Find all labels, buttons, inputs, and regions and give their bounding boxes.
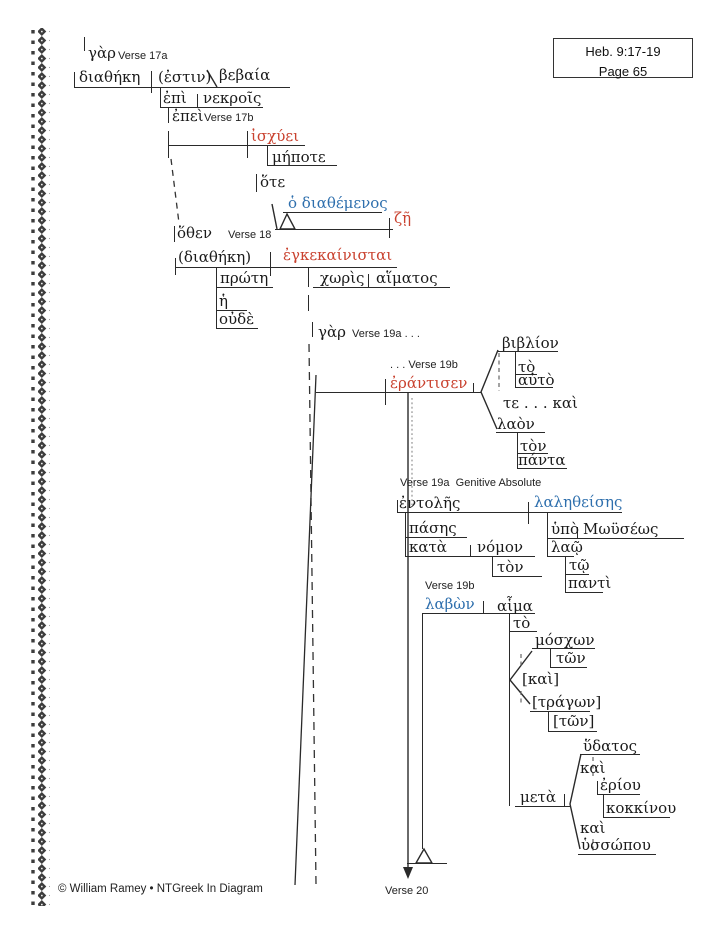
divider-subject-19b <box>385 379 386 405</box>
word-pases: πάσης <box>409 519 457 537</box>
line-ho-diathemenos <box>283 212 382 213</box>
label-verse-20: Verse 20 <box>385 885 429 897</box>
reference-passage: Heb. 9:17-19 <box>585 44 661 59</box>
pedestal-triangle-labon <box>416 849 432 863</box>
word-choris: χωρὶς <box>320 269 365 287</box>
label-verse-18: Verse 18 <box>228 229 272 241</box>
word-ischuei: ἰσχύει <box>251 127 299 145</box>
line-base-19b <box>316 392 481 393</box>
word-prote: πρώτη <box>220 269 269 287</box>
word-nomon: νόμον <box>477 538 524 556</box>
line-kata-nomon <box>405 556 535 557</box>
conn-choris <box>308 267 309 287</box>
label-verse-19b: Verse 19b <box>425 580 475 592</box>
word-gar-17a: γὰρ <box>88 44 116 62</box>
word-to-1: τὸ <box>518 358 536 376</box>
line-prote <box>216 287 273 288</box>
word-hussopou: ὑσσώπου <box>581 836 651 854</box>
word-to-2: τῷ <box>569 556 590 574</box>
label-verse-17b: Verse 17b <box>204 112 254 124</box>
conn-epi <box>160 87 161 107</box>
word-ze: ζῇ <box>394 209 412 227</box>
word-laletheises: λαληθείσης <box>534 493 623 511</box>
line-kokkinou <box>603 817 670 818</box>
word-ton-1: τὸν <box>520 437 547 455</box>
word-panti: παντὶ <box>568 574 612 592</box>
bracket-laletheises-mods <box>547 512 548 556</box>
word-kokkinou: κοκκίνου <box>606 799 677 817</box>
pedestal-triangle-diathemenos <box>280 214 295 229</box>
label-verse-19b-pre: . . . Verse 19b <box>390 359 458 371</box>
word-eriou: ἐρίου <box>600 776 641 794</box>
word-hudatos: ὕδατος <box>583 737 638 755</box>
riser-genitive-absolute <box>397 500 398 513</box>
label-verse-19a: Verse 19a . . . <box>352 328 420 340</box>
word-hothen: ὅθεν <box>177 224 212 242</box>
divider-meta <box>564 794 565 806</box>
label-verse-17a: Verse 17a <box>118 50 168 62</box>
bracket-entoles-mods <box>405 512 406 557</box>
border-diamond-chain <box>38 28 50 906</box>
word-to-3: τὸ <box>513 614 531 632</box>
line-ton-2 <box>492 576 542 577</box>
divider-epi-nekrois <box>197 94 198 107</box>
tick-hothen <box>174 226 175 242</box>
conn-kokkinou <box>603 794 604 817</box>
tick-eriou <box>597 781 598 794</box>
line-hote-clause <box>275 229 393 230</box>
conn-ton-4 <box>548 711 549 731</box>
word-haima: αἷμα <box>497 597 533 615</box>
word-epi: ἐπὶ <box>163 89 187 107</box>
label-genitive-absolute: Verse 19a Genitive Absolute <box>400 477 542 489</box>
word-nekrois: νεκροῖς <box>203 89 262 107</box>
word-lao: λαῷ <box>551 538 583 556</box>
conn-mepote <box>267 145 268 165</box>
bracket-biblion-mods <box>515 351 516 387</box>
line-ton-3 <box>550 667 587 668</box>
divider-labon-haima <box>483 601 484 613</box>
word-moschon: μόσχων <box>535 631 595 649</box>
divider-subject-17b <box>247 131 248 158</box>
hote-pedestal-slant <box>272 204 277 229</box>
word-diatheke: διαθήκη <box>79 68 141 86</box>
reference-page: Page 65 <box>598 63 648 79</box>
word-oude: οὐδὲ <box>219 310 255 328</box>
word-kai-bracketed: [καὶ] <box>522 670 560 688</box>
word-ton-2: τὸν <box>497 558 524 576</box>
word-ton-4: [τῶν] <box>553 712 595 730</box>
word-hote: ὅτε <box>260 173 286 191</box>
conn-gar-19a <box>308 295 309 311</box>
divider-object-19b <box>473 383 474 393</box>
line-pedestal-base <box>407 863 447 864</box>
tick-epei <box>168 107 169 123</box>
line-base-17b <box>168 145 305 146</box>
tick-gar-17a <box>84 37 85 51</box>
word-laon: λαὸν <box>497 415 535 433</box>
word-mouseos: Μωϋσέως <box>583 520 659 538</box>
reference-box <box>553 38 693 78</box>
divider-subject-18 <box>270 252 271 276</box>
line-panti <box>565 592 603 593</box>
divider-genitive-absolute <box>528 502 529 524</box>
word-biblion: βιβλίον <box>502 334 559 352</box>
word-ton-3: τῶν <box>556 649 586 667</box>
word-auto: αὐτὸ <box>518 371 555 389</box>
word-he: ἡ <box>219 292 228 310</box>
riser-base-18 <box>175 258 176 275</box>
word-te-kai: τε . . . καὶ <box>503 394 578 412</box>
word-tragon: [τράγων] <box>532 693 602 711</box>
dashed-link-gar19 <box>309 344 316 884</box>
tick-gar-19a <box>312 322 313 337</box>
word-bebaia: βεβαία <box>219 66 271 84</box>
tick-hote <box>256 174 257 192</box>
divider-kata-nomon <box>470 545 471 556</box>
bracket-haima-mods <box>509 613 510 806</box>
word-egkekainistai: ἐγκεκαίνισται <box>283 246 393 264</box>
divider-subject-17a <box>151 71 152 93</box>
word-panta: πάντα <box>518 451 566 469</box>
riser-base-17b <box>168 131 169 158</box>
word-entoles: ἐντολῆς <box>399 494 461 512</box>
word-kata: κατὰ <box>409 538 447 556</box>
word-diatheke-2: (διαθήκη) <box>178 248 252 266</box>
line-oude <box>216 328 258 329</box>
word-estin: (ἐστιν) <box>158 68 212 86</box>
word-gar-19a: γὰρ <box>318 323 346 341</box>
riser-base-17a <box>74 72 75 87</box>
stilt-labon <box>422 613 423 849</box>
word-erantisen: ἐράντισεν <box>390 374 468 392</box>
line-ton-4 <box>548 731 597 732</box>
footer-credit: © William Ramey • NTGreek In Diagram <box>58 883 263 895</box>
word-epei: ἐπεὶ <box>172 107 204 125</box>
line-genitive-absolute-base <box>397 512 622 513</box>
line-base-18 <box>175 267 397 268</box>
line-base-17a <box>74 87 290 88</box>
conn-ton-3 <box>550 648 551 667</box>
divider-choris-haimatos <box>368 274 369 287</box>
word-ho-diathemenos: ὁ διαθέμενος <box>288 194 388 212</box>
word-kai-1: καὶ <box>580 759 606 777</box>
word-hupo: ὑπὸ <box>551 520 580 538</box>
line-choris-haimatos <box>313 287 450 288</box>
fork-biblion-laon <box>481 350 498 429</box>
line-meta <box>515 806 570 807</box>
word-mepote: μήποτε <box>272 148 326 166</box>
word-kai-2: καὶ <box>580 819 606 837</box>
word-labon: λαβὼν <box>425 595 475 613</box>
word-meta: μετὰ <box>520 788 556 806</box>
bracket-lao-mods <box>565 556 566 592</box>
word-haimatos: αἵματος <box>376 269 438 287</box>
conn-ton-2 <box>492 556 493 576</box>
line-hussopou <box>578 854 656 855</box>
divider-ze <box>389 218 390 238</box>
verse20-arrowhead <box>403 867 413 879</box>
bracket-diatheke-mods <box>216 267 217 328</box>
dashed-link-17b-18 <box>171 159 179 223</box>
